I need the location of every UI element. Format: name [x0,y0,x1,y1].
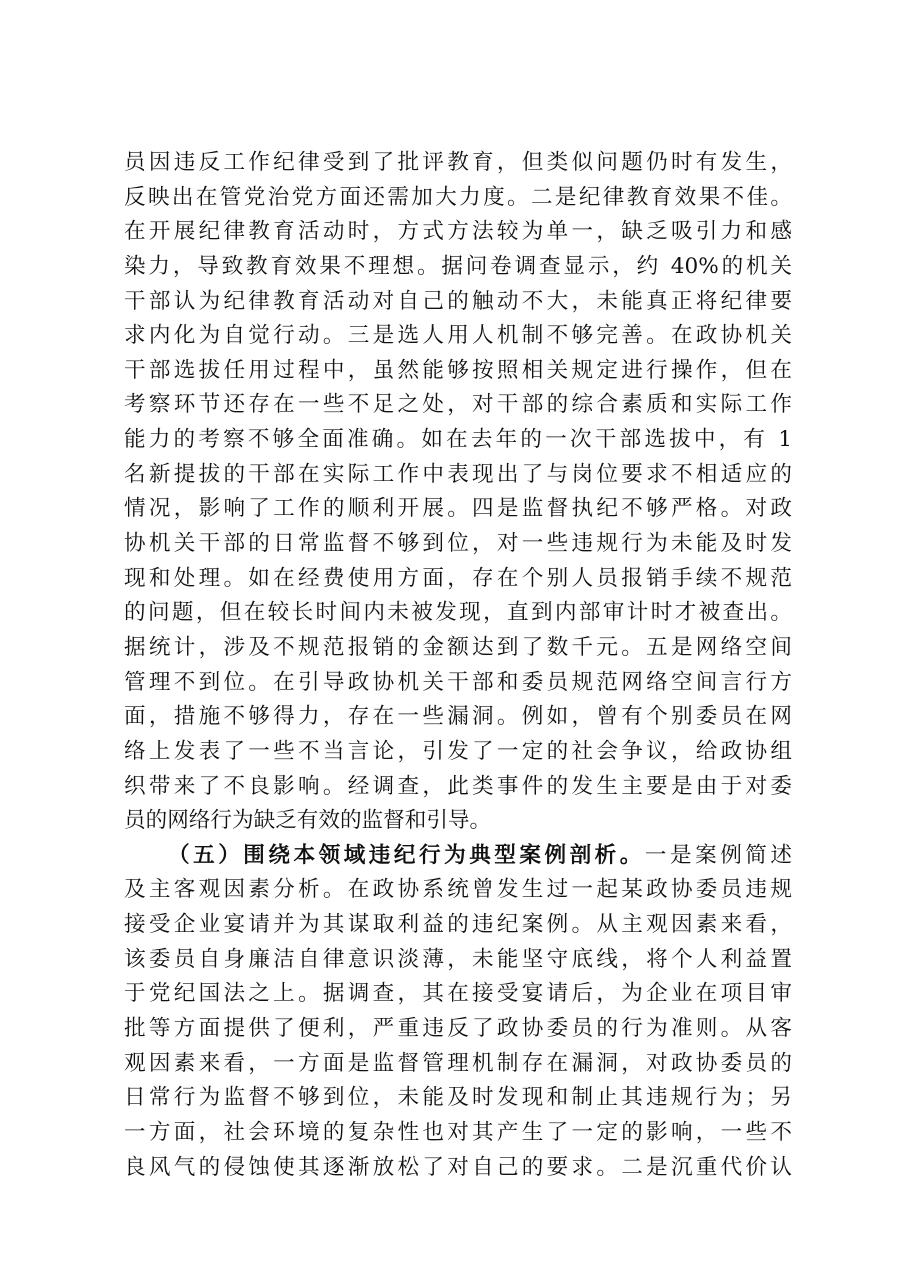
text-line: 接受企业宴请并为其谋取利益的违纪案例。从主观因素来看， [124,912,792,938]
text-line: 求内化为自觉行动。三是选人用人机制不够完善。在政协机关 [124,323,792,349]
text-line: 面，措施不够得力，存在一些漏洞。例如，曾有个别委员在网 [124,704,792,730]
text-line: 干部认为纪律教育活动对自己的触动不大，未能真正将纪律要 [124,288,792,314]
text-line: 染力，导致教育效果不理想。据问卷调查显示，约 40%的机关 [124,253,792,279]
text-line: 日常行为监督不够到位，未能及时发现和制止其违规行为；另 [124,1085,792,1111]
text-line: 络上发表了一些不当言论，引发了一定的社会争议，给政协组 [124,738,792,764]
text-line: 观因素来看，一方面是监督管理机制存在漏洞，对政协委员的 [124,1050,792,1076]
text-line: 员因违反工作纪律受到了批评教育，但类似问题仍时有发生， [124,150,792,175]
text-line: 及主客观因素分析。在政协系统曾发生过一起某政协委员违规 [124,877,792,903]
text-line: 良风气的侵蚀使其逐渐放松了对自己的要求。二是沉重代价认 [124,1154,792,1180]
section-heading: （五）围绕本领域违纪行为典型案例剖析。 [168,842,645,868]
paragraph-problems [124,146,792,839]
text-line [124,839,792,874]
text-run: 一是案例简述 [644,842,792,868]
text-line: 干部选拔任用过程中，虽然能够按照相关规定进行操作，但在 [124,357,792,383]
text-line: 管理不到位。在引导政协机关干部和委员规范网络空间言行方 [124,669,792,695]
document-body [124,146,792,1185]
text-line: 现和处理。如在经费使用方面，存在个别人员报销手续不规范 [124,565,792,591]
text-line: 情况，影响了工作的顺利开展。四是监督执纪不够严格。对政 [124,496,792,522]
text-line: 于党纪国法之上。据调查，其在接受宴请后，为企业在项目审 [124,981,792,1007]
text-line: 的问题，但在较长时间内未被发现，直到内部审计时才被查出。 [124,600,792,626]
text-line: 员的网络行为缺乏有效的监督和引导。 [124,808,492,834]
text-line: 协机关干部的日常监督不够到位，对一些违规行为未能及时发 [124,531,792,557]
text-line: 反映出在管党治党方面还需加大力度。二是纪律教育效果不佳。 [124,184,792,210]
text-line: 一方面，社会环境的复杂性也对其产生了一定的影响，一些不 [124,1119,792,1145]
text-line: 据统计，涉及不规范报销的金额达到了数千元。五是网络空间 [124,634,792,660]
text-line: 能力的考察不够全面准确。如在去年的一次干部选拔中，有 1 [124,427,792,453]
paragraph-case-analysis [124,839,792,1185]
text-line: 批等方面提供了便利，严重违反了政协委员的行为准则。从客 [124,1016,792,1042]
text-line: 织带来了不良影响。经调查，此类事件的发生主要是由于对委 [124,773,792,799]
text-line: 在开展纪律教育活动时，方式方法较为单一，缺乏吸引力和感 [124,219,792,245]
text-line: 名新提拔的干部在实际工作中表现出了与岗位要求不相适应的 [124,461,792,487]
text-line: 考察环节还存在一些不足之处，对干部的综合素质和实际工作 [124,392,792,418]
text-line: 该委员自身廉洁自律意识淡薄，未能坚守底线，将个人利益置 [124,946,792,972]
